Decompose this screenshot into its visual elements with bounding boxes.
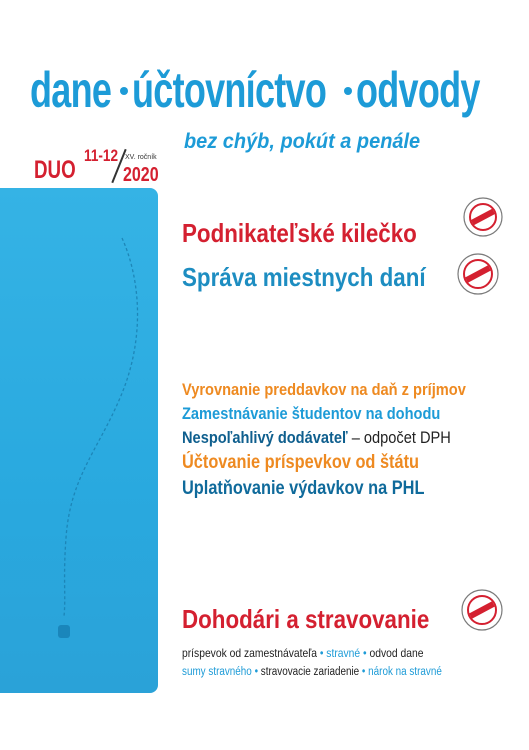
stamp-icon (456, 252, 500, 296)
topic-nespolahlivy-dodavatel (182, 428, 451, 448)
feature-item: sumy stravného (182, 666, 252, 678)
masthead-word-odvody: odvody (356, 62, 480, 118)
topic-vyrovnanie-preddavkov: Vyrovnanie preddavkov na daň z príjmov (182, 380, 466, 399)
issue-prefix: DUO (34, 156, 76, 184)
topic-uctovanie-prispevkov: Účtovanie príspevkov od štátu (182, 452, 419, 473)
topic-nespolahlivy-bold: Nespoľahlivý dodávateľ (182, 428, 348, 447)
tagline: bez chýb, pokút a penále (184, 130, 421, 153)
issue-volume: XV. ročník (125, 154, 157, 161)
masthead-dot (120, 87, 128, 95)
issue-info (34, 146, 174, 190)
feature-item: stravné (326, 646, 361, 660)
question-mark-icon (0, 188, 158, 693)
topic-uplatnovanie-vydavkov: Uplatňovanie výdavkov na PHL (182, 478, 425, 499)
masthead-word-dane: dane (30, 62, 112, 118)
issue-numbers: 11-12 (84, 146, 119, 165)
question-mark-panel (0, 188, 158, 693)
feature-item: príspevok od zamestnávateľa (182, 646, 317, 660)
topic-zamestnavanie-studentov: Zamestnávanie študentov na dohodu (182, 404, 441, 423)
feature-line-2 (182, 666, 442, 678)
feature-line-1 (182, 646, 423, 660)
topic-nespolahlivy-rest: – odpočet DPH (347, 428, 451, 447)
bullet-separator: • (360, 646, 370, 660)
masthead (30, 55, 500, 127)
issue-year: 2020 (123, 164, 159, 186)
bullet-separator: • (316, 646, 327, 660)
masthead-word-uctovnictvo: účtovníctvo (132, 62, 327, 118)
bullet-separator: • (251, 666, 261, 678)
feature-item: odvod dane (369, 646, 424, 660)
feature-title: Dohodári a stravovanie (182, 604, 430, 634)
feature-item: nárok na stravné (368, 666, 442, 678)
stamp-icon (460, 588, 504, 632)
feature-item: stravovacie zariadenie (260, 666, 360, 678)
masthead-dot (344, 87, 352, 95)
bullet-separator: • (359, 666, 369, 678)
headline-sprava-miestnych-dani: Správa miestnych daní (182, 262, 426, 292)
stamp-icon (462, 196, 504, 238)
headline-podnikatelske-kilecko: Podnikateľské kilečko (182, 218, 417, 248)
